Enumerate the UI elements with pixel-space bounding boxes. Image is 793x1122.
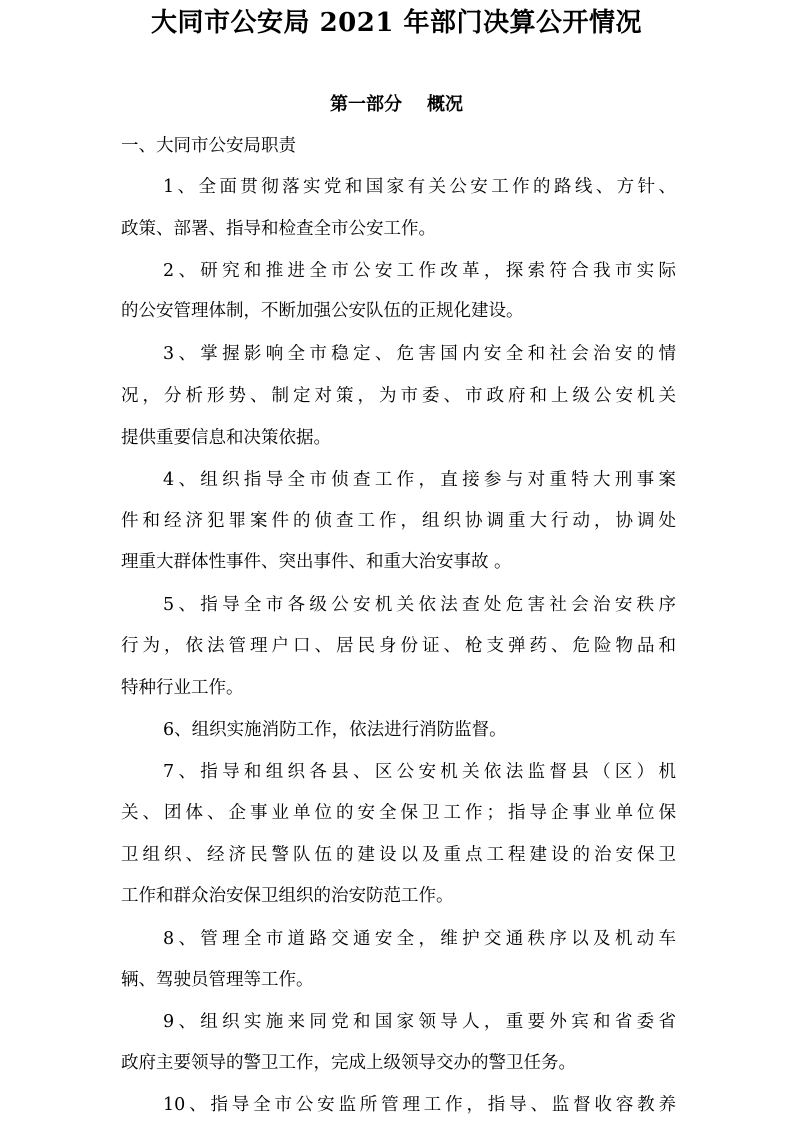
text-line: 政府主要领导的警卫工作，完成上级领导交办的警卫任务。 xyxy=(121,1053,576,1073)
text-line: 6、组织实施消防工作，依法进行消防监督。 xyxy=(163,720,507,740)
document-title: 大同市公安局 2021 年部门决算公开情况 xyxy=(151,8,642,38)
text-line: 件和经济犯罪案件的侦查工作，组织协调重大行动，协调处 xyxy=(121,511,676,531)
text-line: 行为，依法管理户口、居民身份证、枪支弹药、危险物品和 xyxy=(121,636,676,656)
text-line: 9、组织实施来同党和国家领导人，重要外宾和省委省 xyxy=(163,1012,676,1032)
text-line: 辆、驾驶员管理等工作。 xyxy=(121,970,314,990)
text-line: 2、研究和推进全市公安工作改革，探索符合我市实际 xyxy=(163,261,676,281)
text-line: 况，分析形势、制定对策，为市委、市政府和上级公安机关 xyxy=(121,386,676,406)
text-line: 3、掌握影响全市稳定、危害国内安全和社会治安的情 xyxy=(163,344,676,364)
text-line: 特种行业工作。 xyxy=(121,678,244,698)
text-line: 7、指导和组织各县、区公安机关依法监督县（区）机 xyxy=(163,762,676,782)
text-line: 的公安管理体制，不断加强公安队伍的正规化建设。 xyxy=(121,301,524,321)
text-line: 提供重要信息和决策依据。 xyxy=(121,428,331,448)
text-line: 政策、部署、指导和检查全市公安工作。 xyxy=(121,219,436,239)
part-heading: 第一部分 概况 xyxy=(329,94,464,115)
text-line: 10、指导全市公安监所管理工作，指导、监督收容教养 xyxy=(163,1095,676,1115)
text-line: 1、全面贯彻落实党和国家有关公安工作的路线、方针、 xyxy=(163,177,676,197)
text-line: 卫组织、经济民警队伍的建设以及重点工程建设的治安保卫 xyxy=(121,845,676,865)
text-line: 理重大群体性事件、突出事件、和重大治安事故 。 xyxy=(121,552,512,572)
text-line: 4、组织指导全市侦查工作，直接参与对重特大刑事案 xyxy=(163,470,676,490)
text-line: 8、管理全市道路交通安全，维护交通秩序以及机动车 xyxy=(163,929,676,949)
text-line: 工作和群众治安保卫组织的治安防范工作。 xyxy=(121,886,454,906)
text-line: 5、指导全市各级公安机关依法查处危害社会治安秩序 xyxy=(163,595,676,615)
section-heading: 一、大同市公安局职责 xyxy=(121,136,296,156)
text-line: 关、团体、企事业单位的安全保卫工作；指导企事业单位保 xyxy=(121,803,676,823)
